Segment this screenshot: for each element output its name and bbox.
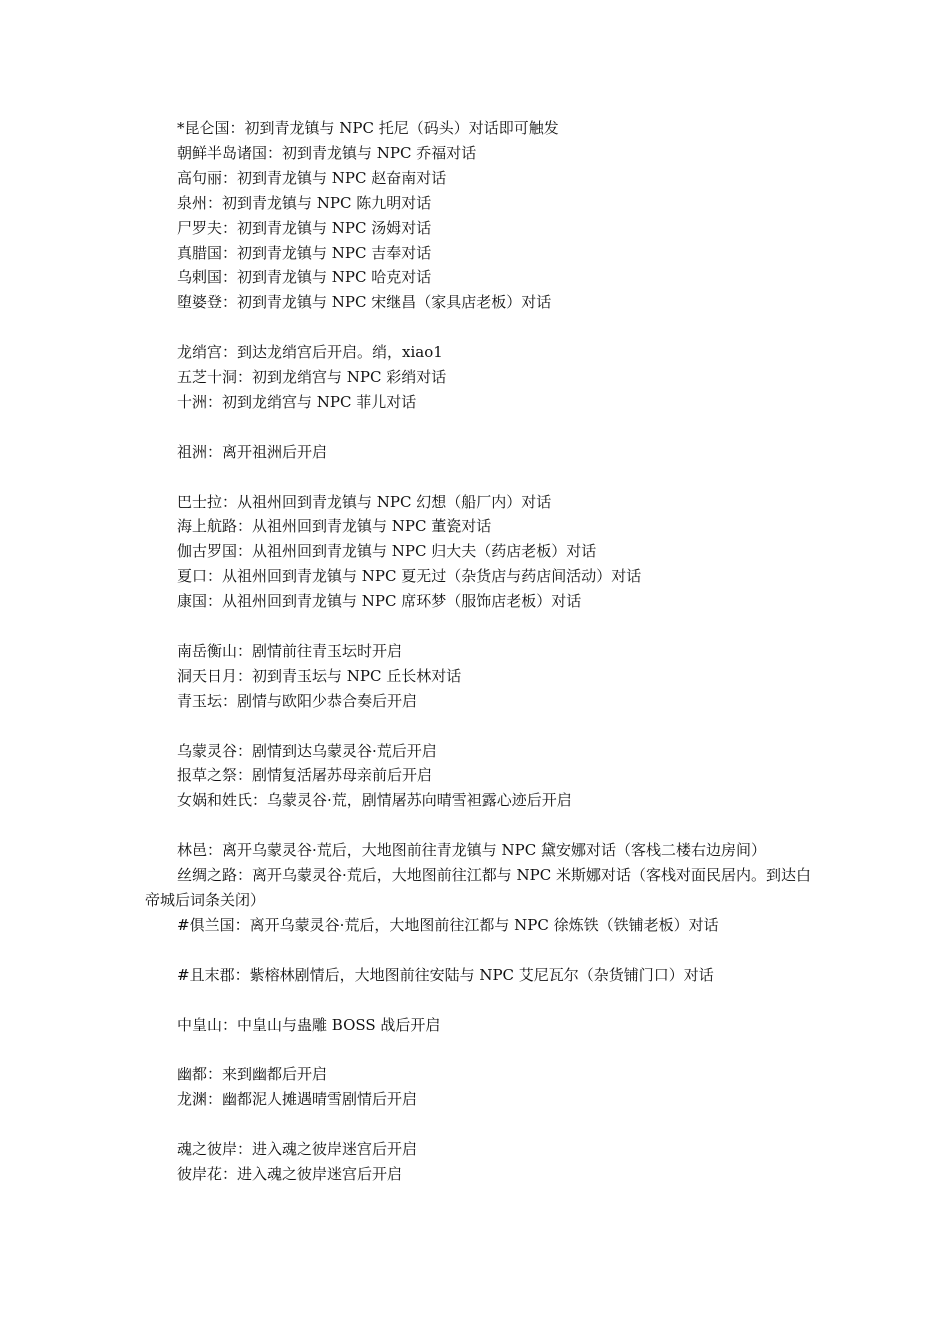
entry-line: 龙渊：幽都泥人摊遇晴雪剧情后开启: [177, 1090, 418, 1109]
entry-line: 林邑：离开乌蒙灵谷·荒后，大地图前往青龙镇与 NPC 黛安娜对话（客栈二楼右边房间）: [177, 841, 767, 860]
entry-group: [145, 1137, 813, 1187]
entry-line: 乌剌国：初到青龙镇与 NPC 哈克对话: [177, 268, 432, 287]
entry-line: 乌蒙灵谷：剧情到达乌蒙灵谷·荒后开启: [177, 741, 437, 760]
entry-line: 巴士拉：从祖州回到青龙镇与 NPC 幻想（船厂内）对话: [177, 492, 552, 511]
paragraph-gap: [145, 813, 813, 838]
entry-line: 洞天日月：初到青玉坛与 NPC 丘长林对话: [177, 666, 462, 685]
entry-line: 泉州：初到青龙镇与 NPC 陈九明对话: [177, 193, 432, 212]
entry-line: 高句丽：初到青龙镇与 NPC 赵奋南对话: [177, 168, 447, 187]
entry-line: 祖洲：离开祖洲后开启: [177, 442, 328, 461]
paragraph-gap: [145, 988, 813, 1013]
entry-line: 堕婆登：初到青龙镇与 NPC 宋继昌（家具店老板）对话: [177, 293, 552, 312]
document-body: [145, 116, 813, 1187]
entry-line: 康国：从祖州回到青龙镇与 NPC 席环梦（服饰店老板）对话: [177, 592, 582, 611]
entry-line: 海上航路：从祖州回到青龙镇与 NPC 董瓷对话: [177, 517, 492, 536]
entry-line: 十洲：初到龙绡宫与 NPC 菲儿对话: [177, 392, 417, 411]
entry-group: [145, 838, 813, 938]
entry-group: [145, 963, 813, 988]
entry-line: 魂之彼岸：进入魂之彼岸迷宫后开启: [177, 1140, 418, 1158]
entry-line: 朝鲜半岛诸国：初到青龙镇与 NPC 乔福对话: [177, 143, 477, 162]
entry-group: [145, 440, 813, 465]
entry-group: [145, 639, 813, 714]
entry-group: [145, 1062, 813, 1112]
entry-line: 丝绸之路：离开乌蒙灵谷·荒后，大地图前往江都与 NPC 米斯娜对话（客栈对面民居内。到达白帝城后词条关闭）: [145, 866, 812, 909]
entry-line: #俱兰国：离开乌蒙灵谷·荒后，大地图前往江都与 NPC 徐炼铁（铁铺老板）对话: [177, 915, 719, 934]
entry-group: [145, 1013, 813, 1038]
entry-group: [145, 340, 813, 415]
entry-line: *昆仑国：初到青龙镇与 NPC 托尼（码头）对话即可触发: [177, 119, 559, 137]
entry-line: 青玉坛：剧情与欧阳少恭合奏后开启: [177, 691, 418, 710]
entry-group: [145, 739, 813, 814]
entry-line: 龙绡宫：到达龙绡宫后开启。绡，xiao1: [177, 343, 443, 362]
entry-line: 五芝十洞：初到龙绡宫与 NPC 彩绡对话: [177, 368, 447, 387]
entry-line: 尸罗夫：初到青龙镇与 NPC 汤姆对话: [177, 218, 432, 237]
paragraph-gap: [145, 714, 813, 739]
entry-line: 夏口：从祖州回到青龙镇与 NPC 夏无过（杂货店与药店间活动）对话: [177, 567, 642, 586]
entry-line: 中皇山：中皇山与蛊雕 BOSS 战后开启: [177, 1015, 441, 1034]
entry-line: 真腊国：初到青龙镇与 NPC 吉奉对话: [177, 243, 432, 262]
entry-group: [145, 116, 813, 315]
paragraph-gap: [145, 315, 813, 340]
entry-line: 南岳衡山：剧情前往青玉坛时开启: [177, 641, 403, 660]
paragraph-gap: [145, 1112, 813, 1137]
paragraph-gap: [145, 614, 813, 639]
entry-line: 幽都：来到幽都后开启: [177, 1065, 328, 1084]
entry-line: 报草之祭：剧情复活屠苏母亲前后开启: [177, 766, 433, 785]
paragraph-gap: [145, 1037, 813, 1062]
entry-line: 伽古罗国：从祖州回到青龙镇与 NPC 归大夫（药店老板）对话: [177, 542, 597, 561]
paragraph-gap: [145, 938, 813, 963]
entry-line: 女娲和姓氏：乌蒙灵谷·荒，剧情屠苏向晴雪袒露心迹后开启: [177, 791, 572, 810]
entry-group: [145, 490, 813, 615]
paragraph-gap: [145, 465, 813, 490]
entry-line: 彼岸花：进入魂之彼岸迷宫后开启: [177, 1164, 403, 1183]
paragraph-gap: [145, 415, 813, 440]
entry-line: #且末郡：紫榕林剧情后，大地图前往安陆与 NPC 艾尼瓦尔（杂货铺门口）对话: [177, 965, 714, 984]
